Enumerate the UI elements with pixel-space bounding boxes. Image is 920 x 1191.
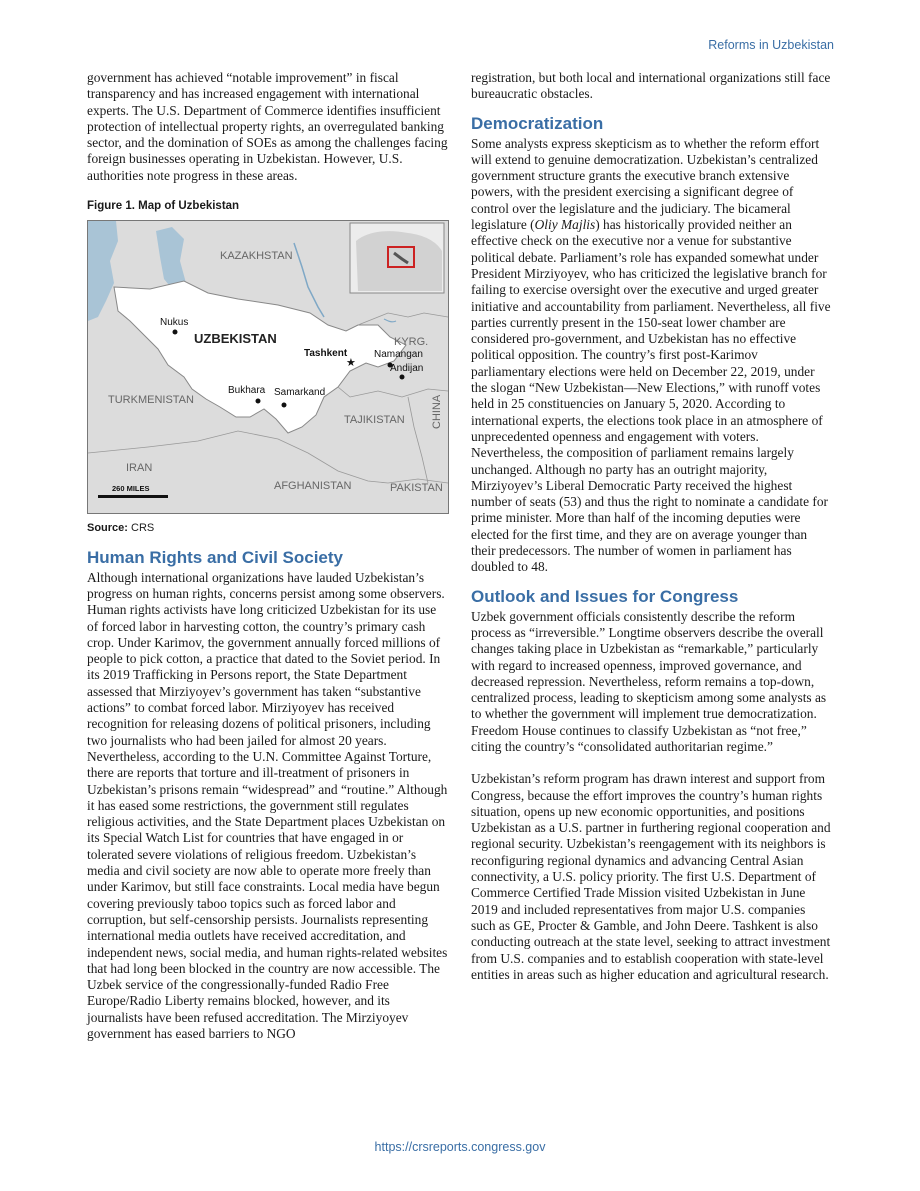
- paragraph-human-rights: Although international organizations have lauded Uzbekistan’s progress on human rights, concerns persist among some observers. Human rights activists have long criticized Uzbekistan for its use of forced labor in harvesting cotton, the country’s primary cash crop. Under Karimov, the government annually forced millions of people to pick cotton, a practice that dated to the Soviet period. In its 2019 Trafficking in Persons report, the State Department assessed that Mirziyoyev’s government has taken “substantive actions” to combat forced labor. Mirziyoyev has received recognition for releasing dozens of political prisoners, including two journalists who had been jailed for almost 20 years. Nevertheless, according to the U.N. Committee Against Torture, there are reports that torture and ill-treatment of prisoners in Uzbekistan’s prisons remain “widespread” and “routine.” Although it has eased some restrictions, the government still regulates religious activities, and the State Department places Uzbekistan on its Special Watch List for countries that have engaged in or tolerated severe violations of religious freedom. Uzbekistan’s media and civil society are now able to operate more freely than under Karimov, but still face constraints. Local media have begun covering previously taboo topics such as forced labor and corruption, but self-censorship persists. Journalists representing international media outlets have received accreditation, and independent news, social media, and human rights-related websites that had long been blocked in the country are now accessible. The Uzbek service of the congressionally-funded Radio Free Europe/Radio Liberty remains blocked, however, and its journalists have been refused accreditation. The Mirziyoyev government has eased barriers to NGO: [87, 569, 448, 1041]
- label-kyrgyzstan: KYRG.: [394, 336, 429, 349]
- demo-text-post: ) has historically provided neither an effective check on the executive nor a venue for substantive political debate. Parliament’s role has expanded somewhat under President Mirziyoyev, who has criticized the legislative branch for failing to exercise oversight over the executive and urged greater initiative and accountability from parliament. Nevertheless, all five parties currently present in the 150-seat lower chamber are considered pro-government, and Uzbekistan has no effective political opposition. The country’s first post-Karimov parliamentary elections were held on December 22, 2019, under the slogan “New Uzbekistan—New Elections,” with runoff votes held in 25 constituencies on January 5, 2020. According to international experts, the elections took place in an atmosphere of unprecedented openness and engagement with voters. Nevertheless, the composition of parliament remains largely unchanged. Although no party has an outright majority, Mirziyoyev’s Liberal Democratic Party received the highest number of seats (53) and thus the right to nominate a candidate for prime minister. More than half of the incoming deputies were elected for the first time, and they are on average younger than their predecessors. The number of women in parliament has doubled to 48.: [471, 217, 831, 575]
- demo-text-pre: Some analysts express skepticism as to whether the reform effort will extend to genuine democratization. Uzbekistan’s centralized government structure grants the executive branch extensive powers, with the president exercising a significant degree of control over the legislature and the judiciary. The bicameral legislature (: [471, 135, 820, 233]
- figure-title: Figure 1. Map of Uzbekistan: [87, 200, 240, 213]
- capital-star-tashkent: ★: [346, 357, 356, 370]
- heading-democratization: Democratization: [471, 113, 604, 133]
- uzbekistan-map: [87, 220, 449, 514]
- scale-bar: [98, 495, 168, 498]
- paragraph-fiscal: government has achieved “notable improvement” in fiscal transparency and has increased engagement with international experts. The U.S. Department of Commerce identifies insufficient protection of intellectual property rights, an overregulated banking sector, and the domination of SOEs as among the challenges facing foreign businesses operating in Uzbekistan. However, U.S. authorities note progress in these areas.: [87, 70, 448, 183]
- footer-url-link[interactable]: https://crsreports.congress.gov: [374, 1140, 546, 1154]
- label-nukus: Nukus: [160, 317, 189, 329]
- label-samarkand: Samarkand: [274, 387, 326, 399]
- running-header: Reforms in Uzbekistan: [708, 38, 834, 52]
- paragraph-democratization: [471, 136, 833, 576]
- inset-landmass: [356, 231, 442, 291]
- city-dot-nukus: [173, 330, 178, 335]
- label-afghanistan: AFGHANISTAN: [274, 480, 352, 493]
- label-kazakhstan: KAZAKHSTAN: [220, 250, 293, 263]
- label-iran: IRAN: [126, 462, 153, 475]
- scale-label: 260 MILES: [112, 484, 150, 494]
- city-dot-samarkand: [282, 403, 287, 408]
- label-tajikistan: TAJIKISTAN: [344, 414, 405, 427]
- label-turkmenistan: TURKMENISTAN: [108, 394, 194, 407]
- left-column: [87, 70, 449, 1042]
- paragraph-gap: [471, 755, 833, 771]
- city-dot-bukhara: [256, 399, 261, 404]
- city-dot-andijan: [400, 375, 405, 380]
- label-tashkent: Tashkent: [304, 348, 348, 360]
- label-pakistan: PAKISTAN: [390, 482, 443, 495]
- paragraph-ngo-continuation: registration, but both local and international organizations still face bureaucratic obstacles.: [471, 70, 831, 102]
- label-namangan: Namangan: [374, 349, 423, 361]
- label-andijan: Andijan: [390, 363, 424, 375]
- paragraph-outlook-1: Uzbek government officials consistently describe the reform process as “irreversible.” Longtime observers describe the overall changes taking place in Uzbekistan as “remarkable,” particularly with regard to increased openness, improved governance, and decreased repression. Nevertheless, reform remains a top-down, centralized process, leading to skepticism among some analysts as to whether the government will implement true democratization. Freedom House continues to classify Uzbekistan as “not free,” citing the country’s “consolidated authoritarian regime.”: [471, 608, 827, 754]
- label-china: CHINA: [431, 395, 443, 430]
- demo-text-italic: Oliy Majlis: [534, 217, 596, 233]
- label-uzbekistan: UZBEKISTAN: [194, 331, 277, 347]
- right-column: [471, 70, 833, 983]
- paragraph-outlook-2: Uzbekistan’s reform program has drawn interest and support from Congress, because the effort improves the country’s human rights situation, opens up new economic opportunities, and positions Uzbekistan as a U.S. partner in furthering regional cooperation and regional security. Uzbekistan’s reengagement with its neighbors is reconfiguring regional dynamics and advancing Central Asian connectivity, a U.S. policy priority. The first U.S. Department of Commerce Certified Trade Mission visited Uzbekistan in June 2019 and included representatives from major U.S. companies such as GE, Procter & Gamble, and John Deere. Tashkent is also conducting outreach at the state level, seeking to attract investment from U.S. companies and to establish cooperation with state-level entities in areas such as higher education and agricultural research.: [471, 771, 831, 982]
- heading-outlook: Outlook and Issues for Congress: [471, 586, 739, 606]
- source-value: CRS: [131, 522, 155, 535]
- figure-source: [87, 520, 449, 536]
- label-bukhara: Bukhara: [228, 385, 266, 397]
- heading-human-rights: Human Rights and Civil Society: [87, 547, 343, 567]
- source-label: Source:: [87, 522, 128, 535]
